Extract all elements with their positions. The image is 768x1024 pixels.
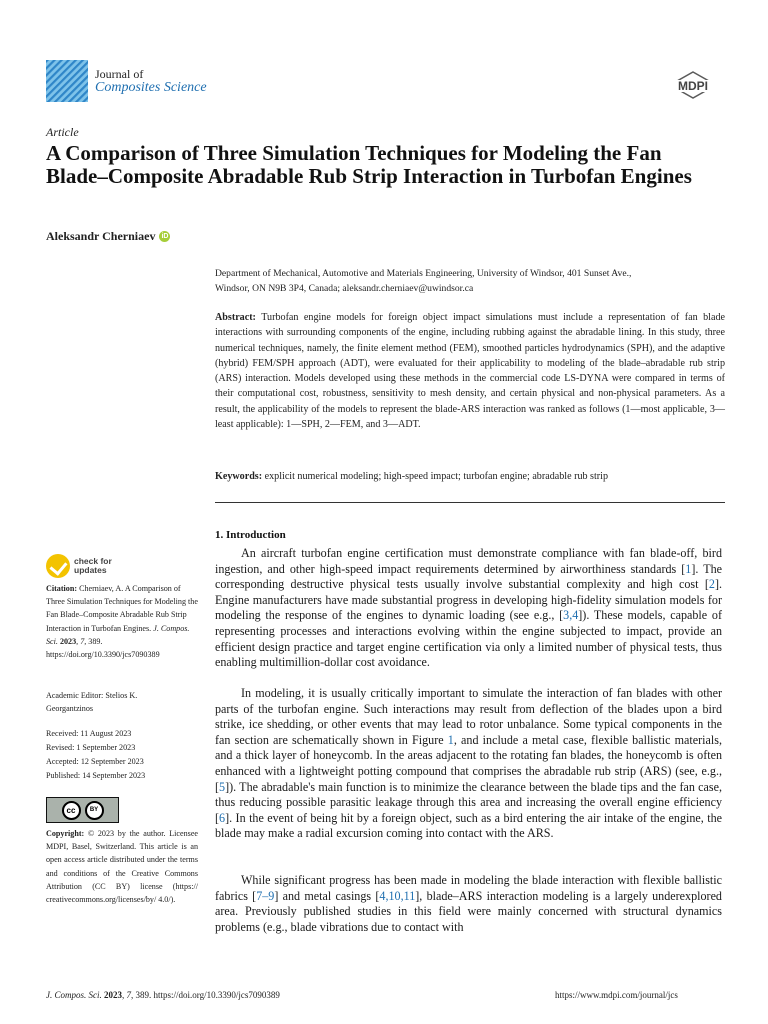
paragraph-3 [215,873,722,935]
keywords [215,469,725,484]
abstract-label: Abstract: [215,312,256,323]
section-divider [215,502,725,503]
author-line [46,229,170,244]
p1-text-d: ]). These models, capable of representing processes and interactions evolving within the engine subjected to impact, provide an efficient design practice and target engine certification via only a limited number of physical tests, thus enabling multimillion-dollar cost avoidance. [215,608,722,670]
section-heading-introduction: 1. Introduction [215,529,286,541]
keywords-text: explicit numerical modeling; high-speed impact; turbofan engine; abradable rub strip [264,471,609,482]
citation-volume: 7 [80,636,85,646]
cc-by-license-badge[interactable] [46,797,119,823]
p2-text-c: ]). The abradable's main function is to minimize the clearance between the blade tips and the fan case, thus reducing possible parasitic leakage through this area and increasing the overall engine efficiency [ [215,779,722,825]
revised-date: Revised: 1 September 2023 [46,743,136,752]
affiliation-line-2: Windsor, ON N9B 3P4, Canada; aleksandr.cherniaev@uwindsor.ca [215,283,474,294]
mdpi-logo-icon [666,70,720,102]
figure-link[interactable]: 1 [447,732,454,747]
citation-link[interactable]: 5 [219,779,226,794]
check-icon [46,554,70,578]
published-date: Published: 14 September 2023 [46,771,146,780]
p3-text-a: While significant progress has been made in modeling the blade interaction with flexible ballistic fabrics [ [215,873,722,903]
citation-text: Cherniaev, A. A Comparison of Three Simulation Techniques for Modeling the Fan Blade–Composite Abradable Rub Strip Interaction in Turbofan Engines. [46,584,198,633]
citation-link[interactable]: 3,4 [563,608,579,623]
affiliation-line-1: Department of Mechanical, Automotive and Materials Engineering, University of Windsor, 401 Sunset Ave., [215,268,632,279]
article-title: A Comparison of Three Simulation Techniques for Modeling the Fan Blade–Composite Abradable Rub Strip Interaction in Turbofan Engines [46,141,692,188]
p3-text-b: ] and metal casings [ [274,888,380,903]
journal-logo-icon [46,60,88,102]
check-for-updates-label [74,557,112,575]
affiliation [215,266,725,296]
citation-link[interactable]: 1 [685,561,692,576]
p1-text-a: An aircraft turbofan engine certification must demonstrate compliance with fan blade-off, bird ingestion, and other high-speed impact requirements determined by airworthiness standards [ [215,546,722,576]
p3-text-c: ], blade–ARS interaction modeling is a largely underexplored area. Previously published studies in this field were mainly concerned with structural dynamics problems (e.g., blade vibrations due to contact with [215,888,722,934]
mdpi-wordmark: MDPI [678,79,708,93]
footer-volume: 7 [126,990,131,1000]
copyright-block [46,827,198,906]
citation-year: 2023 [59,636,77,646]
p2-text-b: , and include a metal case, flexible ballistic materials, and a thick layer of honeycomb. In the areas adjacent to the rotating fan blades, the honeycomb is often enhanced with a lightweight potting compound that comprises the abradable rub strip (ARS) (see, e.g., [ [215,732,722,794]
journal-name: Composites Science [95,80,207,95]
paragraph-2 [215,686,722,842]
accepted-date: Accepted: 12 September 2023 [46,757,144,766]
check-for-updates-button[interactable] [46,553,156,579]
copyright-text: © 2023 by the author. Licensee MDPI, Basel, Switzerland. This article is an open access article distributed under the terms and conditions of the Creative Commons Attribution (CC BY) license (https:// creativecommons.org/licenses/by/ 4.0/). [46,829,199,905]
by-icon: BY [85,801,104,820]
copyright-label: Copyright: [46,829,85,838]
check-line-1: check for [74,556,112,566]
footer-year: 2023 [104,990,122,1000]
article-type: Article [46,125,79,139]
p1-text-b: ]. The corresponding destructive physical tests usually involve substantial complexity and high cost [ [215,561,722,592]
p2-text-d: ]. In the event of being hit by a foreign object, such as a bird entering the air intake of the engine, the blade may make a radial excursion coming into contact with the ARS. [215,810,722,841]
citation-doi[interactable]: , 389. https://doi.org/10.3390/jcs7090389 [46,636,160,660]
citation-block: Citation: Cherniaev, A. A Comparison of Three Simulation Techniques for Modeling the Fan Blade–Composite Abradable Rub Strip Interaction in Turbofan Engines. J. Compos. Sci. 2023, 7, 389. https://doi.org/10.3390/jcs7090389 [46,584,198,660]
p2-text-a: In modeling, it is usually critically important to simulate the interaction of fan blades with other parts of the turbofan engine. Such interactions may result from deflection of the blades upon a bird strike, ice shedding, or other events that may lead to rotor unbalance. Some typical components in the fan section are schematically shown in Figure [215,686,722,747]
footer-citation: J. Compos. Sci. 2023, 7, 389. https://doi.org/10.3390/jcs7090389 [46,990,280,1000]
journal-of-label: Journal of [95,67,144,81]
citation-link[interactable]: 4,10,11 [379,888,416,903]
abstract-text: Turbofan engine models for foreign object impact simulations must include a representation of fan blade interactions with surrounding components of the engine, including rubbing against the abradable lining. In this study, three numerical techniques, namely, the finite element method (FEM), smoothed particles hydrodynamics (SPH), and the adaptive (hybrid) FEM/SPH approach (ADT), were evaluated for their applicability to modeling of the blade–abradable rub strip (ARS) interaction. Models developed using these methods in the commercial code LS-DYNA were compared in terms of their computational cost, robustness, sensitivity to mesh density, and certain physical and non-physical parameters. As a result, the applicability of the models to represent the blade-ARS interaction was ranked as follows (1—most applicable, 3—least applicable): 1—SPH, 2—FEM, and 3—ADT. [215,312,725,431]
p1-text-c: ]. Engine manufacturers have made substantial progress in developing high-fidelity simulation models for modeling the response of the engines to dynamic loading (see e.g., [ [215,577,722,623]
footer-journal: J. Compos. Sci. [46,990,102,1000]
check-line-2: updates [74,565,107,575]
keywords-label: Keywords: [215,471,263,482]
paragraph-1 [215,546,722,671]
citation-journal: J. Compos. Sci. [46,623,190,646]
received-date: Received: 11 August 2023 [46,729,132,738]
cc-icon: cc [62,801,81,820]
citation-link[interactable]: 7–9 [256,888,275,903]
citation-link[interactable]: 6 [219,810,226,825]
academic-editor: Academic Editor: Stelios K. Georgantzinos [46,691,138,714]
abstract [215,310,725,432]
footer-journal-url[interactable]: https://www.mdpi.com/journal/jcs [555,990,678,1000]
orcid-icon[interactable]: iD [161,233,169,240]
citation-label: Citation: [46,584,78,593]
author-name: Aleksandr Cherniaev [46,229,156,243]
citation-link[interactable]: 2 [708,577,715,592]
footer-doi[interactable]: , 389. https://doi.org/10.3390/jcs7090389 [131,990,280,1000]
